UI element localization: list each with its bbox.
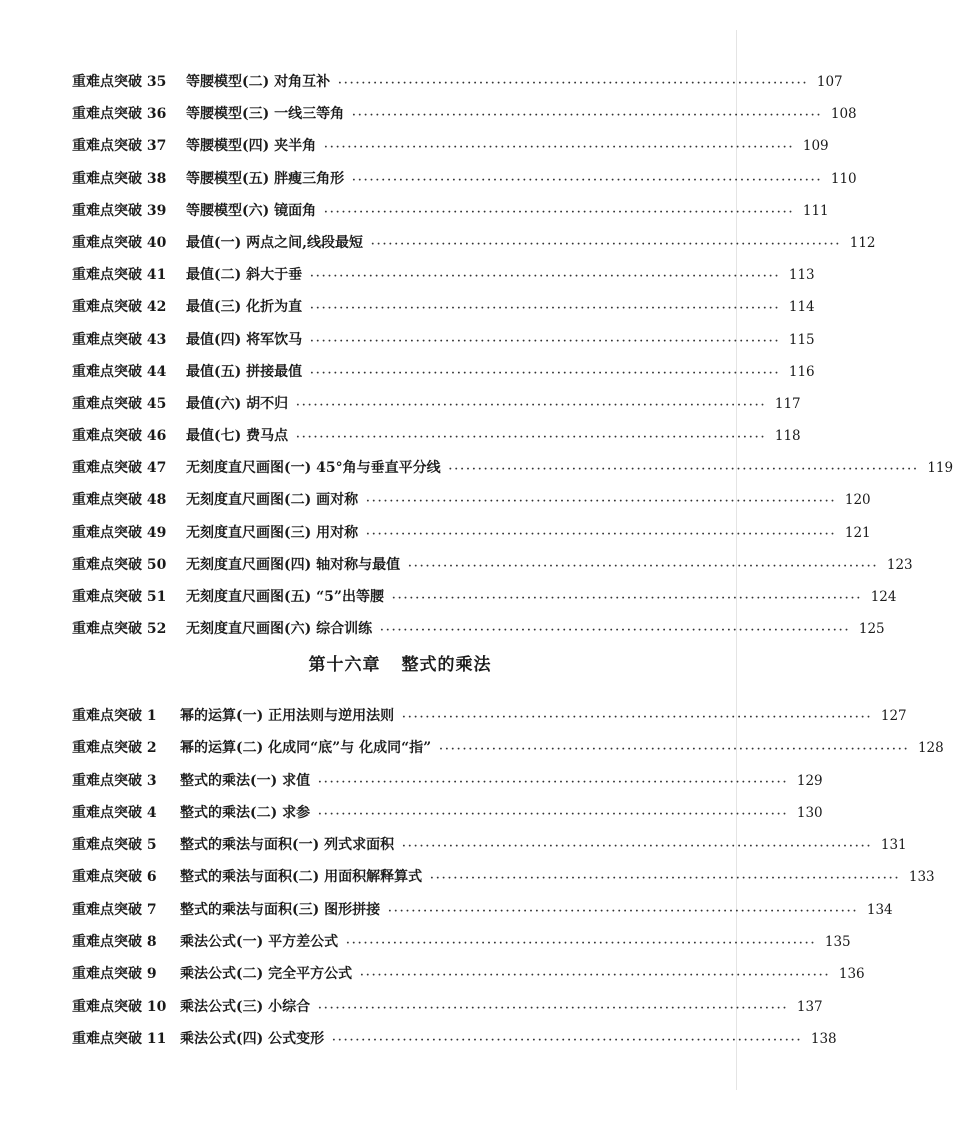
chapter-title: 第十六章 整式的乘法 xyxy=(308,655,492,675)
toc-entry[interactable] xyxy=(72,195,829,227)
toc-entry[interactable] xyxy=(72,291,815,323)
dot-leader: ················································································ xyxy=(402,712,873,723)
entry-page-number: 120 xyxy=(844,492,871,509)
entry-number: 重难点突破 11 xyxy=(72,1030,167,1047)
entry-title: 整式的乘法与面积(一) 列式求面积 xyxy=(180,837,395,854)
dot-leader: ················································································ xyxy=(346,938,817,950)
dot-leader: ················································································ xyxy=(318,1002,789,1014)
dot-leader: ················································································ xyxy=(380,625,851,637)
entry-page-number: 124 xyxy=(870,589,897,605)
entry-title: 最值(二) 斜大于垂 xyxy=(186,267,303,284)
entry-title: 等腰模型(五) 胖瘦三角形 xyxy=(186,170,345,187)
entry-number: 重难点突破 38 xyxy=(72,170,167,187)
entry-number: 重难点突破 9 xyxy=(72,966,157,983)
entry-page-number: 128 xyxy=(917,740,944,757)
entry-title: 乘法公式(四) 公式变形 xyxy=(180,1030,325,1047)
toc-entry[interactable] xyxy=(72,98,857,130)
dot-leader: ················································································ xyxy=(296,399,767,411)
entry-page-number: 115 xyxy=(788,331,815,348)
toc-entry[interactable] xyxy=(72,861,935,893)
entry-title: 无刻度直尺画图(四) 轴对称与最值 xyxy=(186,556,401,573)
toc-entry[interactable] xyxy=(72,1023,837,1055)
toc-entry[interactable] xyxy=(72,797,823,829)
dot-leader: ················································································ xyxy=(439,744,910,756)
toc-entry[interactable] xyxy=(72,829,907,861)
entry-number: 重难点突破 8 xyxy=(72,934,157,951)
dot-leader: ················································································ xyxy=(338,78,809,89)
dot-leader: ················································································ xyxy=(388,905,859,917)
dot-leader: ················································································ xyxy=(310,335,781,347)
entry-number: 重难点突破 50 xyxy=(72,556,167,573)
entry-number: 重难点突破 49 xyxy=(72,524,167,541)
entry-title: 无刻度直尺画图(二) 画对称 xyxy=(186,492,359,509)
entry-page-number: 112 xyxy=(849,234,876,251)
entry-page-number: 113 xyxy=(788,267,815,284)
dot-leader: ················································································ xyxy=(352,174,823,186)
dot-leader: ················································································ xyxy=(352,110,823,122)
entry-number: 重难点突破 3 xyxy=(72,772,157,789)
entry-title: 等腰模型(二) 对角互补 xyxy=(186,74,331,90)
dot-leader: ················································································ xyxy=(430,873,901,885)
entry-title: 等腰模型(六) 镜面角 xyxy=(186,202,317,219)
entry-page-number: 125 xyxy=(858,621,885,638)
toc-entry[interactable] xyxy=(72,517,871,549)
toc-list-previous-chapter xyxy=(72,66,953,645)
entry-page-number: 130 xyxy=(796,804,823,821)
entry-page-number: 109 xyxy=(802,138,829,155)
toc-entry[interactable] xyxy=(72,420,801,452)
entry-number: 重难点突破 51 xyxy=(72,589,167,605)
entry-page-number: 123 xyxy=(886,556,913,573)
entry-number: 重难点突破 6 xyxy=(72,869,157,886)
entry-title: 乘法公式(三) 小综合 xyxy=(180,998,311,1015)
entry-number: 重难点突破 48 xyxy=(72,492,167,509)
entry-number: 重难点突破 45 xyxy=(72,395,167,412)
dot-leader: ················································································ xyxy=(310,367,781,379)
dot-leader: ················································································ xyxy=(391,593,863,604)
dot-leader: ················································································ xyxy=(324,142,795,154)
toc-entry[interactable] xyxy=(72,324,815,356)
dot-leader: ················································································ xyxy=(360,970,831,982)
toc-entry[interactable] xyxy=(72,613,885,645)
dot-leader: ················································································ xyxy=(402,841,873,853)
toc-entry[interactable] xyxy=(72,765,823,797)
entry-number: 重难点突破 52 xyxy=(72,621,167,638)
toc-entry[interactable] xyxy=(72,581,897,613)
entry-number: 重难点突破 46 xyxy=(72,428,167,445)
entry-page-number: 117 xyxy=(774,395,801,412)
dot-leader: ················································································ xyxy=(318,808,789,820)
entry-title: 整式的乘法与面积(三) 图形拼接 xyxy=(180,901,381,918)
toc-entry[interactable] xyxy=(72,894,893,926)
dot-leader: ················································································ xyxy=(324,206,795,218)
entry-number: 重难点突破 44 xyxy=(72,363,167,380)
entry-page-number: 131 xyxy=(880,837,907,854)
entry-title: 幂的运算(二) 化成同“底”与 化成同“指” xyxy=(180,740,432,757)
dot-leader: ················································································ xyxy=(310,303,781,315)
dot-leader: ················································································ xyxy=(318,776,789,788)
entry-page-number: 119 xyxy=(927,460,953,477)
entry-title: 等腰模型(三) 一线三等角 xyxy=(186,106,345,123)
entry-title: 无刻度直尺画图(一) 45°角与垂直平分线 xyxy=(186,460,441,477)
entry-page-number: 116 xyxy=(788,363,815,380)
dot-leader: ················································································ xyxy=(296,432,767,444)
toc-entry[interactable] xyxy=(72,227,876,259)
entry-title: 幂的运算(一) 正用法则与逆用法则 xyxy=(180,708,395,724)
entry-title: 乘法公式(二) 完全平方公式 xyxy=(180,966,353,983)
dot-leader: ················································································ xyxy=(310,271,781,283)
entry-page-number: 133 xyxy=(908,869,935,886)
toc-entry[interactable] xyxy=(72,484,871,516)
entry-title: 无刻度直尺画图(六) 综合训练 xyxy=(186,621,373,638)
entry-page-number: 127 xyxy=(880,708,907,724)
toc-entry[interactable] xyxy=(72,452,953,484)
entry-number: 重难点突破 10 xyxy=(72,998,167,1015)
entry-title: 最值(三) 化折为直 xyxy=(186,299,303,316)
entry-page-number: 137 xyxy=(796,998,823,1015)
entry-title: 最值(七) 费马点 xyxy=(186,428,289,445)
entry-page-number: 134 xyxy=(866,901,893,918)
toc-list-chapter-16 xyxy=(72,700,944,1055)
entry-title: 整式的乘法(二) 求参 xyxy=(180,804,311,821)
dot-leader: ················································································ xyxy=(448,464,920,476)
entry-page-number: 107 xyxy=(816,74,843,90)
entry-number: 重难点突破 4 xyxy=(72,804,157,821)
entry-number: 重难点突破 35 xyxy=(72,74,167,90)
toc-entry[interactable] xyxy=(72,958,865,990)
entry-title: 等腰模型(四) 夹半角 xyxy=(186,138,317,155)
entry-number: 重难点突破 39 xyxy=(72,202,167,219)
entry-page-number: 108 xyxy=(830,106,857,123)
entry-number: 重难点突破 36 xyxy=(72,106,167,123)
entry-title: 整式的乘法与面积(二) 用面积解释算式 xyxy=(180,869,423,886)
entry-title: 最值(六) 胡不归 xyxy=(186,395,289,412)
toc-entry[interactable] xyxy=(72,356,815,388)
toc-entry[interactable] xyxy=(72,163,857,195)
entry-number: 重难点突破 41 xyxy=(72,267,167,284)
entry-title: 无刻度直尺画图(五) “5”出等腰 xyxy=(186,589,384,605)
entry-number: 重难点突破 43 xyxy=(72,331,167,348)
entry-title: 乘法公式(一) 平方差公式 xyxy=(180,934,339,951)
toc-entry[interactable] xyxy=(72,388,801,420)
entry-page-number: 136 xyxy=(838,966,865,983)
entry-title: 整式的乘法(一) 求值 xyxy=(180,772,311,789)
entry-number: 重难点突破 7 xyxy=(72,901,157,918)
entry-page-number: 138 xyxy=(810,1030,837,1047)
toc-entry[interactable] xyxy=(72,130,829,162)
entry-number: 重难点突破 1 xyxy=(72,708,157,724)
entry-title: 最值(一) 两点之间,线段最短 xyxy=(186,234,363,251)
toc-entry[interactable] xyxy=(72,700,907,732)
toc-entry[interactable] xyxy=(72,66,843,98)
entry-number: 重难点突破 40 xyxy=(72,234,167,251)
dot-leader: ················································································ xyxy=(371,238,842,250)
entry-page-number: 110 xyxy=(830,170,857,187)
toc-entry[interactable] xyxy=(72,549,913,581)
entry-number: 重难点突破 5 xyxy=(72,837,157,854)
dot-leader: ················································································ xyxy=(332,1034,803,1046)
entry-page-number: 111 xyxy=(802,202,829,219)
entry-page-number: 118 xyxy=(774,428,801,445)
entry-title: 最值(四) 将军饮马 xyxy=(186,331,303,348)
entry-page-number: 135 xyxy=(824,934,851,951)
dot-leader: ················································································ xyxy=(366,496,837,508)
entry-number: 重难点突破 37 xyxy=(72,138,167,155)
entry-page-number: 114 xyxy=(788,299,815,316)
toc-entry[interactable] xyxy=(72,732,944,764)
entry-number: 重难点突破 2 xyxy=(72,740,157,757)
dot-leader: ················································································ xyxy=(366,528,837,540)
entry-title: 最值(五) 拼接最值 xyxy=(186,363,303,380)
entry-title: 无刻度直尺画图(三) 用对称 xyxy=(186,524,359,541)
entry-page-number: 129 xyxy=(796,772,823,789)
toc-entry[interactable] xyxy=(72,926,851,958)
toc-entry[interactable] xyxy=(72,991,823,1023)
entry-page-number: 121 xyxy=(844,524,871,541)
dot-leader: ················································································ xyxy=(408,560,879,572)
entry-number: 重难点突破 42 xyxy=(72,299,167,316)
toc-entry[interactable] xyxy=(72,259,815,291)
entry-number: 重难点突破 47 xyxy=(72,460,167,477)
